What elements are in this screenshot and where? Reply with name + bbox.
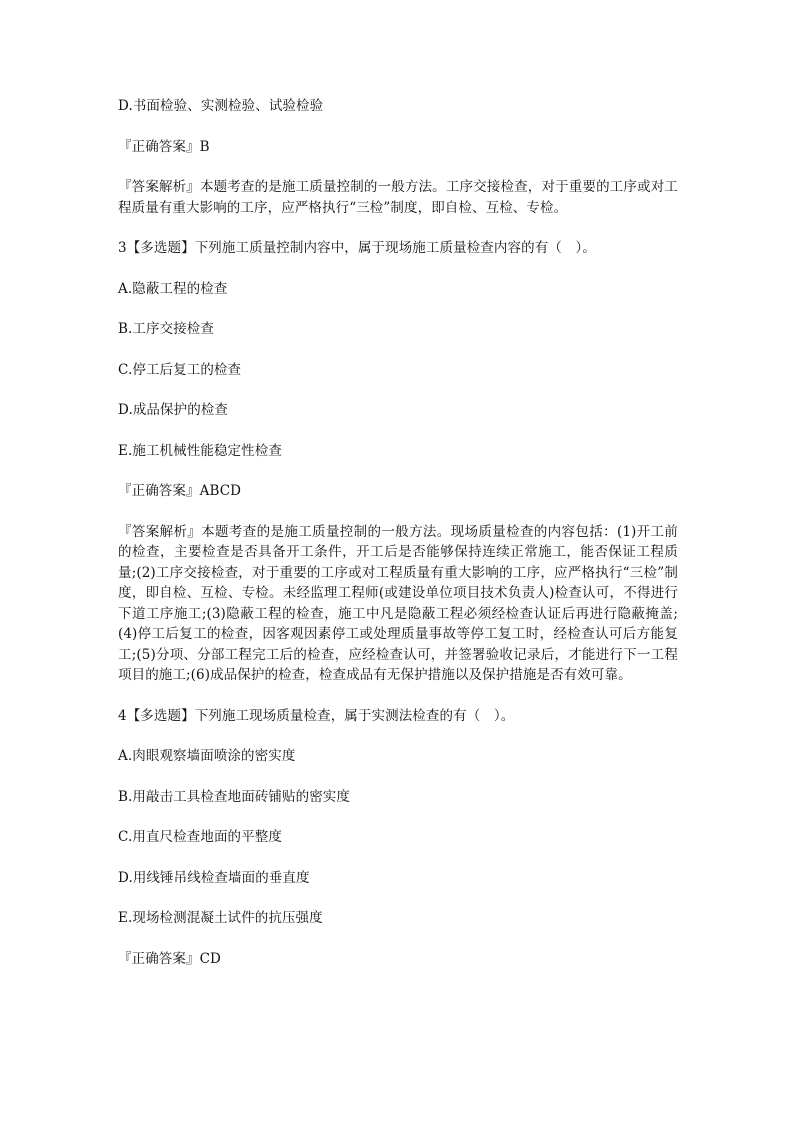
q3-option-c: C.停工后复工的检查 — [118, 361, 242, 378]
q3-stem: 3【多选题】下列施工质量控制内容中，属于现场施工质量检查内容的有（ ）。 — [118, 240, 596, 256]
q4-option-e: E.现场检测混凝土试件的抗压强度 — [118, 910, 323, 926]
q4-answer: 『正确答案』CD — [118, 950, 221, 967]
q2-answer: 『正确答案』B — [118, 138, 210, 155]
q3-option-d: D.成品保护的检查 — [118, 402, 229, 418]
q4-option-d: D.用线锤吊线检查墙面的垂直度 — [118, 869, 310, 886]
q3-answer: 『正确答案』ABCD — [118, 483, 242, 499]
q4-stem: 4【多选题】下列施工现场质量检查，属于实测法检查的有（ ）。 — [118, 707, 515, 724]
document-page — [118, 96, 678, 969]
q3-option-a: A.隐蔽工程的检查 — [118, 280, 228, 297]
q3-option-e: E.施工机械性能稳定性检查 — [118, 442, 282, 459]
q2-analysis: 『答案解析』本题考查的是施工质量控制的一般方法。工序交接检查，对于重要的工序或对工程质量有重大影响的工序，应严格执行“三检”制度，即自检、互检、专检。 — [118, 179, 678, 216]
q3-option-b: B.工序交接检查 — [118, 321, 215, 337]
q3-analysis: 『答案解析』本题考查的是施工质量控制的一般方法。现场质量检查的内容包括：(1)开工前的检查，主要检查是否具备开工条件，开工后是否能够保持连续正常施工，能否保证工程质量;(2)工序交接检查，对于重要的工序或对工程质量有重大影响的工序，应严格执行“三检”制度，即自检、互检、专检。未经监理工程师(或建设单位项目技术负责人)检查认可，不得进行下道工序施工;(3)隐蔽工程的检查，施工中凡是隐蔽工程必须经检查认证后再进行隐蔽掩盖;(4)停工后复工的检查，因客观因素停工或处理质量事故等停工复工时，经检查认可后方能复工;(5)分项、分部工程完工后的检查，应经检查认可，并签署验收记录后，才能进行下一工程项目的施工;(6)成品保护的检查，检查成品有无保护措施以及保护措施是否有效可靠。 — [118, 523, 678, 683]
q4-option-c: C.用直尺检查地面的平整度 — [118, 829, 282, 845]
q4-option-b: B.用敲击工具检查地面砖铺贴的密实度 — [118, 788, 351, 805]
q2-option-d: D.书面检验、实测检验、试验检验 — [118, 98, 324, 114]
q4-option-a: A.肉眼观察墙面喷涂的密实度 — [118, 748, 296, 764]
